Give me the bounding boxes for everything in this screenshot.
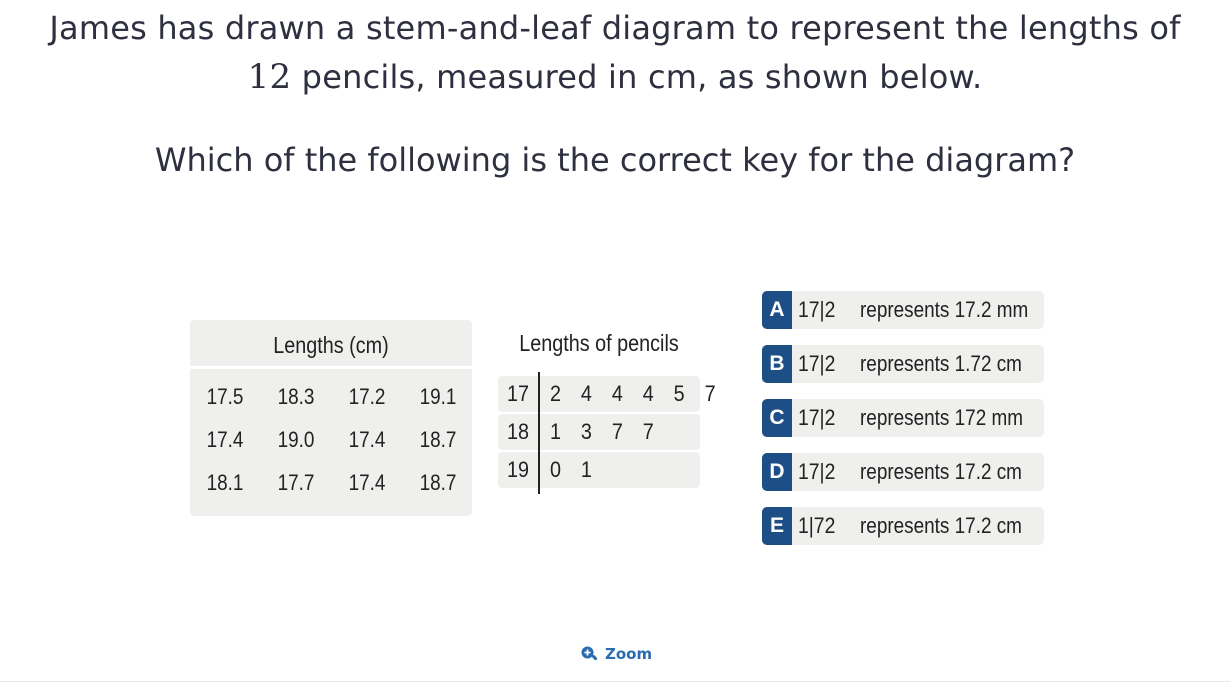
zoom-in-icon — [580, 645, 598, 663]
table-cell: 18.7 — [419, 427, 457, 452]
stem-leaf-title: Lengths of pencils — [519, 330, 679, 356]
option-c[interactable] — [762, 399, 1044, 437]
question-line-2 — [0, 53, 1230, 102]
leaf-values: 1 3 7 7 — [550, 419, 661, 444]
option-d[interactable] — [762, 453, 1044, 491]
stem-value: 17 — [506, 381, 530, 406]
option-letter: C — [762, 399, 792, 437]
question-line-2-rest: pencils, measured in cm, as shown below. — [291, 58, 983, 96]
table-cell: 17.4 — [206, 427, 244, 452]
leaf-values: 0 1 — [550, 457, 600, 482]
table-row — [190, 470, 472, 508]
zoom-label: Zoom — [605, 645, 653, 663]
table-cell: 17.4 — [348, 470, 386, 495]
bottom-divider — [0, 681, 1230, 682]
table-cell: 18.3 — [277, 384, 315, 409]
option-key: 17|2 — [798, 459, 836, 484]
stem-value: 19 — [506, 457, 530, 482]
option-b[interactable] — [762, 345, 1044, 383]
option-key: 17|2 — [798, 297, 836, 322]
option-text: represents 1.72 cm — [860, 351, 1022, 376]
stem-leaf-row — [498, 376, 723, 412]
option-letter: A — [762, 291, 792, 329]
option-letter: B — [762, 345, 792, 383]
stem-leaf-row — [498, 452, 700, 488]
option-key: 17|2 — [798, 351, 836, 376]
option-text: represents 17.2 mm — [860, 297, 1029, 322]
table-cell: 18.1 — [206, 470, 244, 495]
table-cell: 19.1 — [419, 384, 457, 409]
table-row — [190, 427, 472, 465]
zoom-button[interactable] — [580, 642, 652, 666]
question-text — [0, 4, 1230, 102]
stem-value: 18 — [506, 419, 530, 444]
lengths-table-header: Lengths (cm) — [273, 331, 389, 358]
option-text: represents 172 mm — [860, 405, 1023, 430]
option-e[interactable] — [762, 507, 1044, 545]
table-cell: 17.2 — [348, 384, 386, 409]
leaf-values: 2 4 4 4 5 7 — [550, 381, 723, 406]
table-cell: 18.7 — [419, 470, 457, 495]
table-row — [190, 384, 472, 422]
option-text: represents 17.2 cm — [860, 459, 1022, 484]
option-letter: D — [762, 453, 792, 491]
table-cell: 17.5 — [206, 384, 244, 409]
option-letter: E — [762, 507, 792, 545]
option-key: 1|72 — [798, 513, 836, 538]
lengths-table — [190, 320, 472, 516]
table-cell: 17.4 — [348, 427, 386, 452]
option-a[interactable] — [762, 291, 1044, 329]
question-prompt: Which of the following is the correct key for the diagram? — [154, 141, 1076, 179]
table-cell: 19.0 — [277, 427, 315, 452]
option-text: represents 17.2 cm — [860, 513, 1022, 538]
stem-leaf-row — [498, 414, 700, 450]
question-line-1: James has drawn a stem-and-leaf diagram to represent the lengths of — [49, 9, 1181, 47]
option-key: 17|2 — [798, 405, 836, 430]
pencil-count: 12 — [247, 57, 292, 97]
table-cell: 17.7 — [277, 470, 315, 495]
stem-leaf-divider — [538, 372, 540, 494]
lengths-table-divider — [190, 366, 472, 369]
